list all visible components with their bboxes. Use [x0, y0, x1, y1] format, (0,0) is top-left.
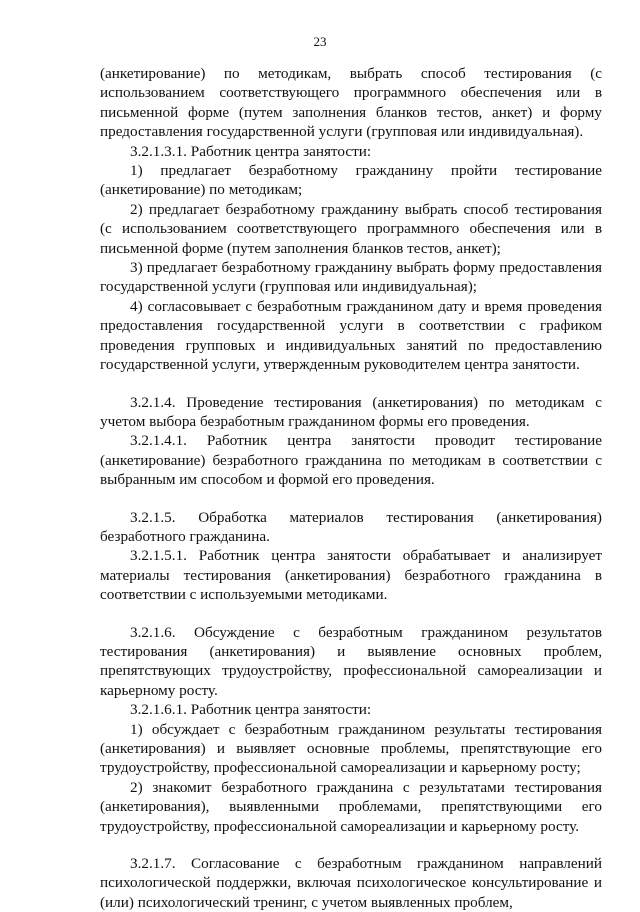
paragraph-3-2-1-5-1: 3.2.1.5.1. Работник центра занятости обрабатывает и анализирует материалы тестирования (анкетирования) безработного гражданина в соответствии с используемыми методиками. — [100, 547, 602, 604]
list-item-3: 3) предлагает безработному гражданину выбрать форму предоставления государственной услуги (групповая или индивидуальная); — [100, 259, 602, 296]
paragraph-gap — [100, 375, 602, 393]
list-item-2: 2) знакомит безработного гражданина с результатами тестирования (анкетирования), выявленными проблемами, препятствующими его трудоустройству, профессиональной самореализации и карьерному росту. — [100, 778, 602, 835]
paragraph-gap — [100, 836, 602, 854]
page-number: 23 — [313, 34, 327, 49]
paragraph-3-2-1-7: 3.2.1.7. Согласование с безработным гражданином направлений психологической поддержки, включая психологическое консультирование и (или) психологический тренинг, с учетом выявленных проблем, — [100, 855, 602, 911]
list-item-2: 2) предлагает безработному гражданину выбрать способ тестирования (с использованием соответствующего программного обеспечения или в письменной форме (путем заполнения бланков тестов, анкет); — [100, 200, 602, 257]
paragraph-3-2-1-6: 3.2.1.6. Обсуждение с безработным гражданином результатов тестирования (анкетирования) и выявление основных проблем, препятствующих трудоустройству, профессиональной самореализации и карьерному росту. — [100, 623, 602, 699]
list-item-1: 1) обсуждает с безработным гражданином результаты тестирования (анкетирования) и выявляет основные проблемы, препятствующие его трудоустройству, профессиональной самореализации и карьерному росту; — [100, 720, 602, 777]
paragraph-3-2-1-3-1: 3.2.1.3.1. Работник центра занятости: — [130, 142, 372, 160]
paragraph-gap — [100, 605, 602, 623]
paragraph-3-2-1-4: 3.2.1.4. Проведение тестирования (анкетирования) по методикам с учетом выбора безработным гражданином формы его проведения. — [100, 393, 602, 430]
list-item-4: 4) согласовывает с безработным гражданином дату и время проведения предоставления государственной услуги в соответствии с графиком проведения групповых и индивидуальных занятий по предоставлению государственной услуги, утвержденным руководителем центра занятости. — [100, 297, 602, 374]
paragraph-3-2-1-5: 3.2.1.5. Обработка материалов тестирования (анкетирования) безработного гражданина. — [100, 508, 602, 545]
paragraph-3-2-1-4-1: 3.2.1.4.1. Работник центра занятости проводит тестирование (анкетирование) безработного гражданина по методикам в соответствии с выбранным им способом и формой его проведения. — [100, 432, 602, 489]
paragraph-continuation: (анкетирование) по методикам, выбрать способ тестирования (с использованием соответствующего программного обеспечения или в письменной форме (путем заполнения бланков тестов, анкет) и форму предоставления государственной услуги (групповая или индивидуальная). — [100, 65, 602, 141]
document-body — [100, 64, 602, 912]
list-item-1: 1) предлагает безработному гражданину пройти тестирование (анкетирование) по методикам; — [100, 162, 602, 199]
paragraph-gap — [100, 490, 602, 508]
paragraph-3-2-1-6-1: 3.2.1.6.1. Работник центра занятости: — [130, 701, 372, 719]
